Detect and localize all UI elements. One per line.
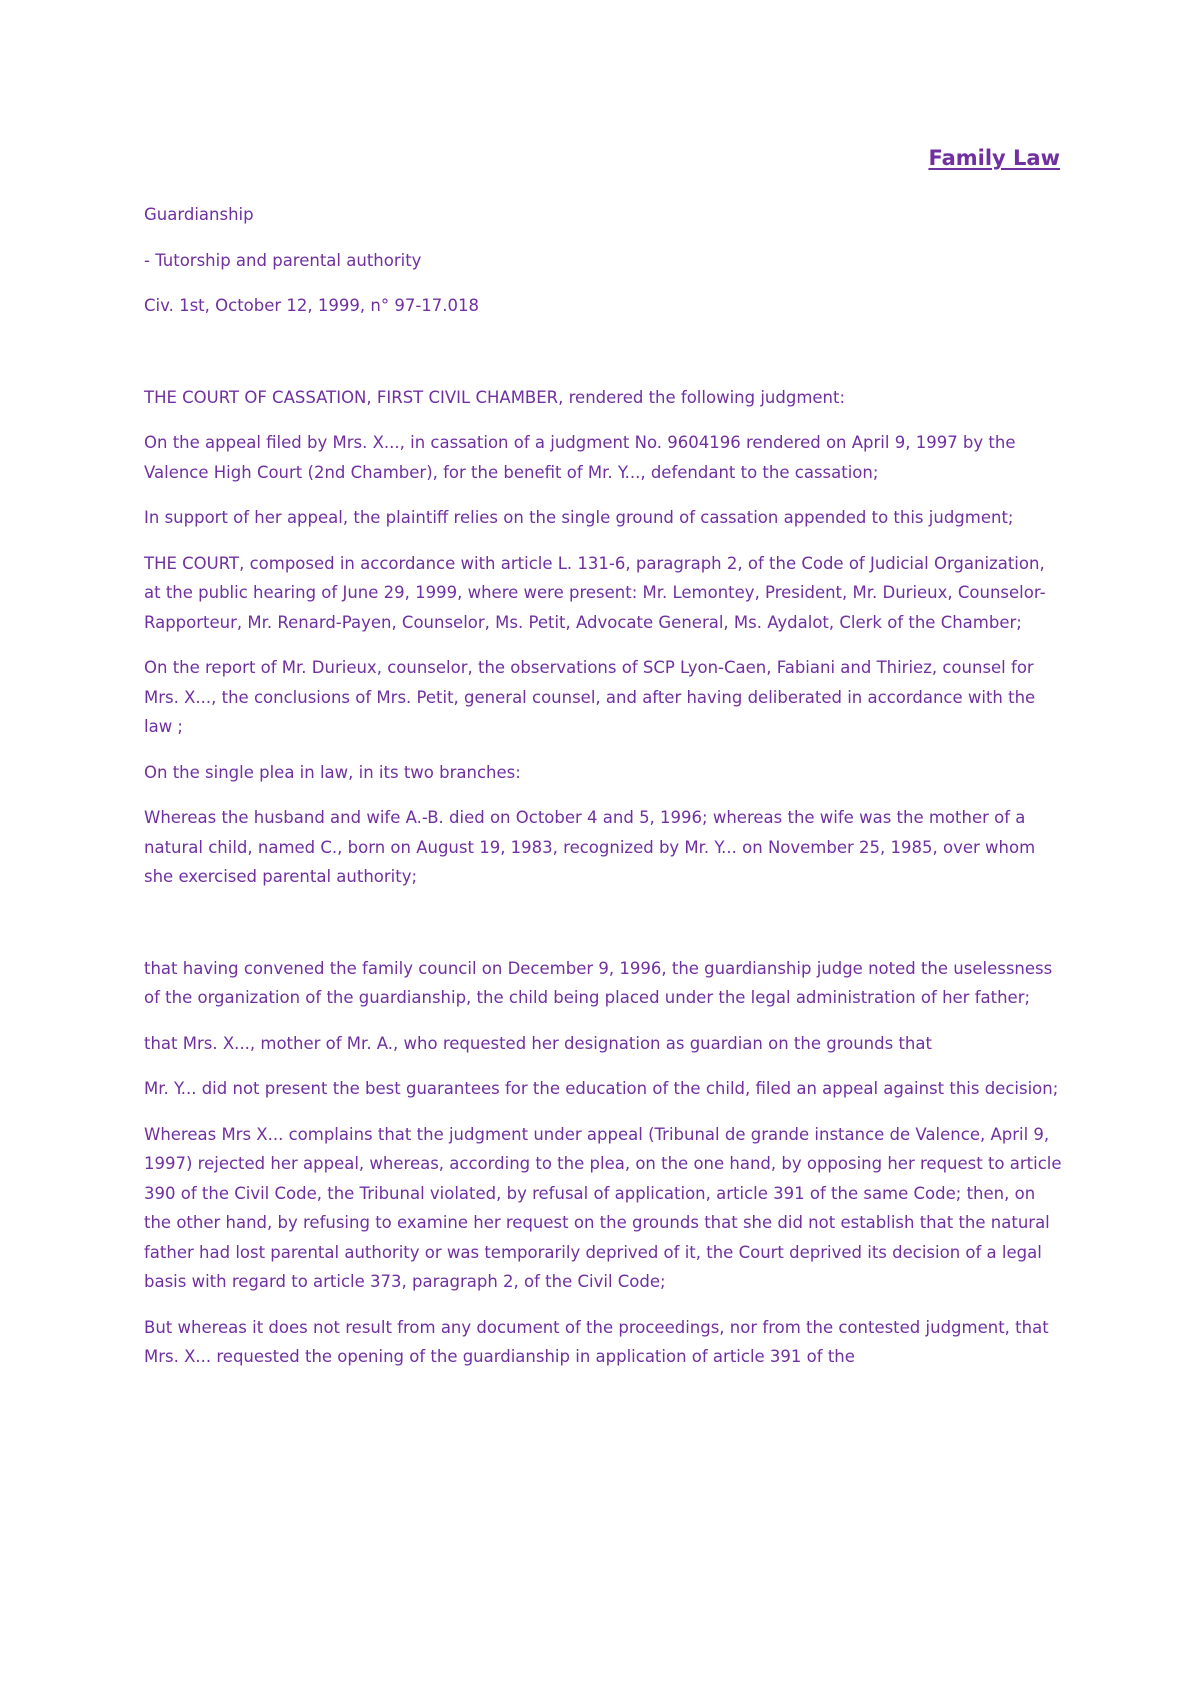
paragraph: On the single plea in law, in its two branches: [144,762,521,782]
paragraph: that having convened the family council on December 9, 1996, the guardianship judge noted the uselessness of the organization of the guardianship, the child being placed under the legal administration of her father; [144,958,1053,1007]
paragraph: THE COURT, composed in accordance with article L. 131-6, paragraph 2, of the Code of Judicial Organization, at the public hearing of June 29, 1999, where were present: Mr. Lemontey, President, Mr. Durieux, Counselor-Rapporteur, Mr. Renard-Payen, Counselor, Ms. Petit, Advocate General, Ms. Aydalot, Clerk of the Chamber; [144,553,1046,632]
paragraph: that Mrs. X..., mother of Mr. A., who requested her designation as guardian on the grounds that [144,1033,932,1053]
paragraph: THE COURT OF CASSATION, FIRST CIVIL CHAMBER, rendered the following judgment: [144,387,846,407]
section-subheading: - Tutorship and parental authority [144,250,422,270]
section-heading: Guardianship [144,205,254,224]
paragraph: Whereas the husband and wife A.-B. died on October 4 and 5, 1996; whereas the wife was the mother of a natural child, named C., born on August 19, 1983, recognized by Mr. Y... on November 25, 1985, over whom she exercised parental authority; [144,808,1036,886]
paragraph: In support of her appeal, the plaintiff relies on the single ground of cassation appended to this judgment; [144,508,1014,527]
paragraph: Whereas Mrs X... complains that the judgment under appeal (Tribunal de grande instance de Valence, April 9, 1997) rejected her appeal, whereas, according to the plea, on the one hand, by opposing her request to article 390 of the Civil Code, the Tribunal violated, by refusal of application, article 391 of the same Code; then, on the other hand, by refusing to examine her request on the grounds that she did not establish that the natural father had lost parental authority or was temporarily deprived of it, the Court deprived its decision of a legal basis with regard to article 373, paragraph 2, of the Civil Code; [144,1124,1062,1291]
document-title: Family Law [928,146,1060,170]
paragraph: On the appeal filed by Mrs. X..., in cassation of a judgment No. 9604196 rendered on April 9, 1997 by the Valence High Court (2nd Chamber), for the benefit of Mr. Y..., defendant to the cassation; [144,433,1016,482]
paragraph: On the report of Mr. Durieux, counselor, the observations of SCP Lyon-Caen, Fabiani and Thiriez, counsel for Mrs. X..., the conclusions of Mrs. Petit, general counsel, and after having deliberated in accordance with the law ; [144,658,1036,736]
paragraph: Mr. Y... did not present the best guarantees for the education of the child, filed an appeal against this decision; [144,1079,1059,1098]
document-body [144,200,1064,1388]
case-citation: Civ. 1st, October 12, 1999, n° 97-17.018 [144,296,480,315]
paragraph: But whereas it does not result from any document of the proceedings, nor from the contested judgment, that Mrs. X... requested the opening of the guardianship in application of article 391 of the [144,1317,1049,1366]
